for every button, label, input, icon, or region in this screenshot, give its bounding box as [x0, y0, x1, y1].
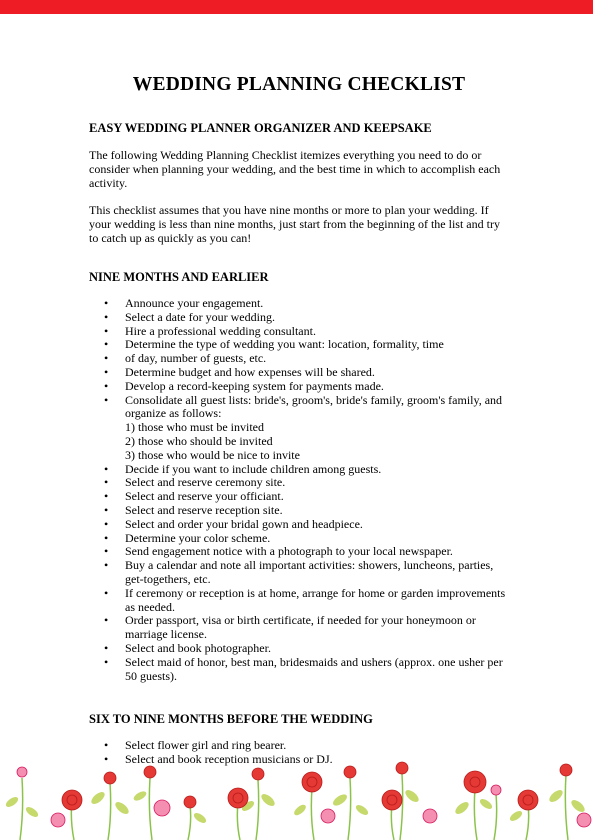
note-paragraph: This checklist assumes that you have nine months or more to plan your wedding. If your wedding is less than nine months, just start from the beginning of the list and try to catch up as quickly as you can!	[89, 203, 500, 245]
top-accent-bar	[0, 0, 593, 14]
checklist-item: • of day, number of guests, etc.	[89, 352, 509, 366]
checklist-item: • Announce your engagement.	[89, 297, 509, 311]
checklist-item: • Select and reserve reception site.	[89, 504, 509, 518]
checklist-item: • Send engagement notice with a photograph to your local newspaper.	[89, 545, 509, 559]
checklist-item: • If ceremony or reception is at home, arrange for home or garden improvements as needed.	[89, 587, 509, 615]
section-heading-nine-months: NINE MONTHS AND EARLIER	[89, 270, 269, 284]
checklist-item: • Select and reserve your officiant.	[89, 490, 509, 504]
checklist-item: • Buy a calendar and note all important activities: showers, luncheons, parties, get-togethers, etc.	[89, 559, 509, 587]
checklist-item: • Select and reserve ceremony site.	[89, 476, 509, 490]
section-heading-six-months: SIX TO NINE MONTHS BEFORE THE WEDDING	[89, 712, 373, 726]
checklist-six-months	[89, 739, 509, 767]
intro-paragraph: The following Wedding Planning Checklist itemizes everything you need to do or consider when planning your wedding, and the best time in which to accomplish each activity.	[89, 148, 501, 190]
document-title: WEDDING PLANNING CHECKLIST	[132, 74, 466, 95]
checklist-item: • Determine the type of wedding you want: location, formality, time	[89, 338, 509, 352]
checklist-item: • Decide if you want to include children among guests.	[89, 463, 509, 477]
checklist-nine-months	[89, 297, 509, 683]
checklist-item: • Hire a professional wedding consultant.	[89, 325, 509, 339]
checklist-item: • Develop a record-keeping system for payments made.	[89, 380, 509, 394]
checklist-item: • Select and order your bridal gown and headpiece.	[89, 518, 509, 532]
rose-flower-border	[0, 760, 593, 840]
checklist-item: • Select and book reception musicians or DJ.	[89, 753, 509, 767]
checklist-subitem: 2) those who should be invited	[125, 433, 273, 448]
checklist-subitem: 1) those who must be invited	[125, 420, 264, 435]
checklist-item: • Select maid of honor, best man, bridesmaids and ushers (approx. one usher per 50 guests).	[89, 656, 509, 684]
checklist-item: • Determine your color scheme.	[89, 532, 509, 546]
checklist-subitem: 3) those who would be nice to invite	[125, 447, 300, 462]
document-subtitle: EASY WEDDING PLANNER ORGANIZER AND KEEPSAKE	[89, 121, 432, 135]
checklist-item: • Order passport, visa or birth certificate, if needed for your honeymoon or marriage license.	[89, 614, 509, 642]
checklist-item: • Select and book photographer.	[89, 642, 509, 656]
checklist-item: • Select flower girl and ring bearer.	[89, 739, 509, 753]
checklist-item: • Consolidate all guest lists: bride's, groom's, bride's family, groom's family, and organize as follows:	[89, 394, 509, 422]
checklist-item: • Determine budget and how expenses will be shared.	[89, 366, 509, 380]
checklist-item: • Select a date for your wedding.	[89, 311, 509, 325]
